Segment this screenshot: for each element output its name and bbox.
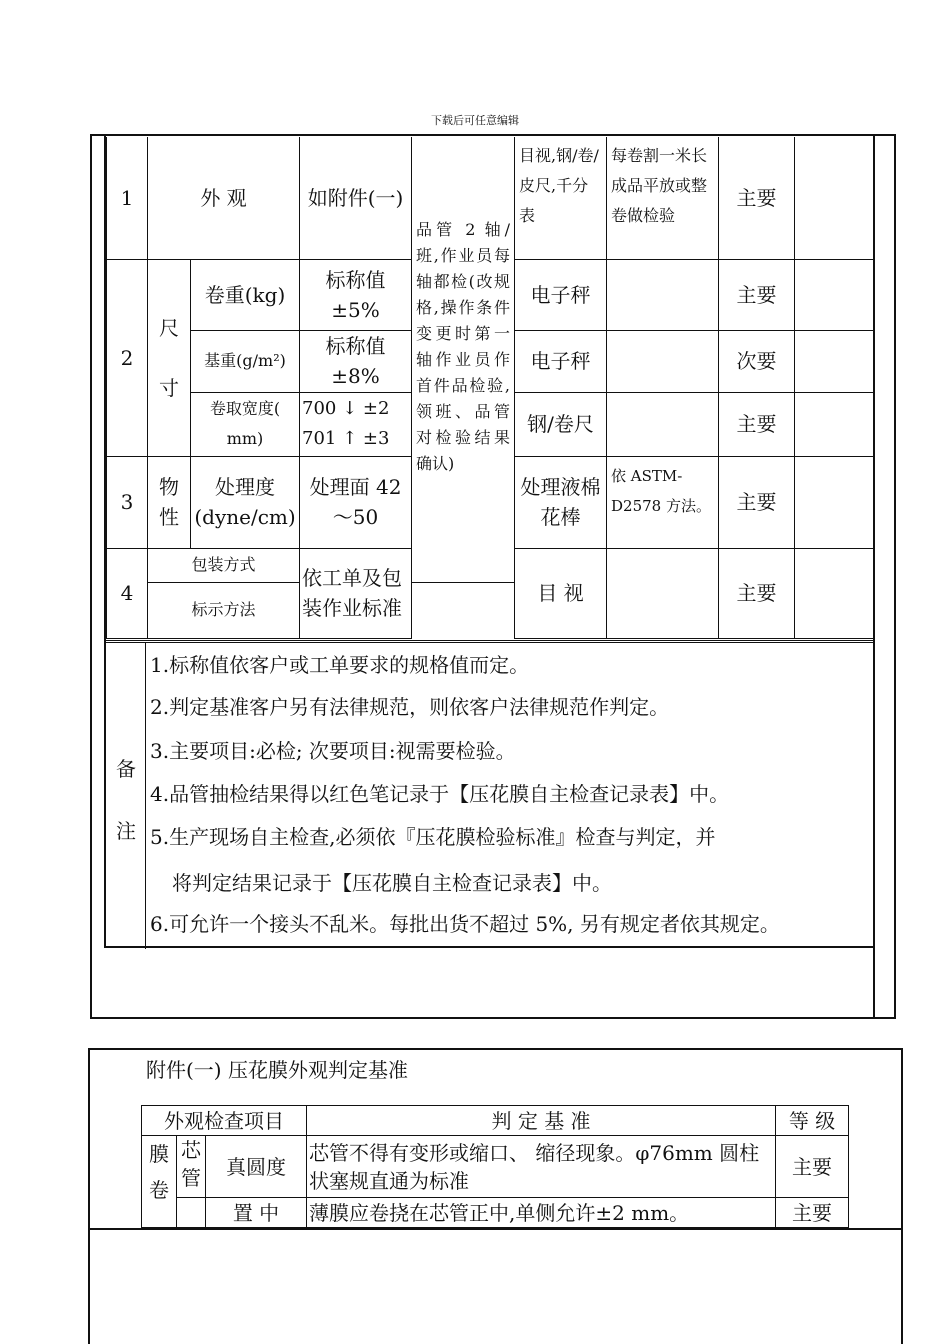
item-name: 卷重(kg) bbox=[191, 259, 300, 330]
method-cell bbox=[607, 330, 719, 392]
header-watermark: 下载后可任意编辑 bbox=[431, 114, 519, 127]
item-name: 卷取宽度( mm) bbox=[191, 392, 300, 456]
level-cell: 主要 bbox=[719, 392, 795, 456]
check-name: 真圆度 bbox=[206, 1136, 307, 1198]
row-number: 4 bbox=[107, 548, 148, 638]
frequency-cell: 品管 2 轴/班,作业员每轴都检(改规格,操作条件变更时第一轴作业员作首件品检验,领班、品管对检验结果确认) bbox=[412, 137, 515, 582]
grade-cell: 主要 bbox=[776, 1136, 849, 1198]
attachment-bottom-rule bbox=[88, 1228, 903, 1230]
header-criteria: 判 定 基 准 bbox=[307, 1106, 776, 1136]
standard-cell: 如附件(一) bbox=[300, 137, 412, 259]
category-cell: 膜卷 bbox=[142, 1136, 177, 1228]
table-row bbox=[142, 1198, 849, 1228]
notes-label bbox=[106, 643, 146, 949]
remark-cell bbox=[795, 330, 874, 392]
standard-line: 700 ↓ ±2 bbox=[302, 398, 390, 419]
standard-cell: 处理面 42～50 bbox=[300, 456, 412, 548]
check-name: 置 中 bbox=[206, 1198, 307, 1228]
standard-cell: 标称值±5% bbox=[300, 259, 412, 330]
item-name: 包装方式 bbox=[148, 548, 300, 582]
note-line: 6.可允许一个接头不乱米。每批出货不超过 5%, 另有规定者依其规定。 bbox=[150, 912, 780, 936]
notes-section bbox=[106, 640, 873, 947]
method-cell: 每卷割一米长成品平放或整卷做检验 bbox=[607, 137, 719, 259]
notes-bottom-rule bbox=[104, 946, 875, 948]
standard-cell: 标称值±8% bbox=[300, 330, 412, 392]
method-cell bbox=[607, 392, 719, 456]
level-cell: 主要 bbox=[719, 456, 795, 548]
subcategory-cell bbox=[177, 1198, 206, 1228]
note-line: 4.品管抽检结果得以红色笔记录于【压花膜自主检查记录表】中。 bbox=[150, 782, 730, 806]
group-cell: 物性 bbox=[148, 456, 191, 548]
item-name: 外 观 bbox=[148, 137, 300, 259]
appearance-criteria-table bbox=[141, 1105, 849, 1228]
inspection-table bbox=[106, 137, 874, 639]
subcategory-cell: 芯管 bbox=[177, 1136, 206, 1198]
standard-cell bbox=[300, 392, 412, 456]
note-line: 5.生产现场自主检查,必须依『压花膜检验标准』检查与判定，并 bbox=[150, 825, 716, 849]
level-cell: 主要 bbox=[719, 259, 795, 330]
table-header-row bbox=[142, 1106, 849, 1136]
row-number: 1 bbox=[107, 137, 148, 259]
table-row bbox=[142, 1136, 849, 1198]
tool-cell: 电子秤 bbox=[515, 330, 607, 392]
item-name: 基重(g/m²) bbox=[191, 330, 300, 392]
table-row bbox=[107, 137, 874, 259]
level-cell: 次要 bbox=[719, 330, 795, 392]
notes-label-char: 备 bbox=[116, 757, 136, 781]
item-name: 标示方法 bbox=[148, 582, 300, 638]
item-name: 处理度(dyne/cm) bbox=[191, 456, 300, 548]
group-cell: 尺寸 bbox=[148, 259, 191, 456]
attachment-title: 附件(一) 压花膜外观判定基准 bbox=[146, 1058, 408, 1082]
level-cell: 主要 bbox=[719, 548, 795, 638]
row-number: 3 bbox=[107, 456, 148, 548]
standard-line: 701 ↑ ±3 bbox=[302, 428, 390, 449]
remark-cell bbox=[795, 259, 874, 330]
tool-cell: 处理液棉花棒 bbox=[515, 456, 607, 548]
method-cell: 依 ASTM-D2578 方法。 bbox=[607, 456, 719, 548]
note-line: 2.判定基准客户另有法律规范，则依客户法律规范作判定。 bbox=[150, 695, 670, 719]
tool-cell: 目 视 bbox=[515, 548, 607, 638]
remark-cell bbox=[795, 456, 874, 548]
remark-cell bbox=[795, 392, 874, 456]
criteria-cell: 薄膜应卷挠在芯管正中,单侧允许±2 mm。 bbox=[307, 1198, 776, 1228]
remark-cell bbox=[795, 548, 874, 638]
row-number: 2 bbox=[107, 259, 148, 456]
standard-cell: 依工单及包装作业标准 bbox=[300, 548, 412, 638]
tool-cell: 电子秤 bbox=[515, 259, 607, 330]
remark-cell bbox=[795, 137, 874, 259]
method-cell bbox=[607, 548, 719, 638]
note-line: 1.标称值依客户或工单要求的规格值而定。 bbox=[150, 653, 530, 677]
note-line: 3.主要项目:必检; 次要项目:视需要检验。 bbox=[150, 739, 516, 763]
grade-cell: 主要 bbox=[776, 1198, 849, 1228]
method-cell bbox=[607, 259, 719, 330]
note-line: 将判定结果记录于【压花膜自主检查记录表】中。 bbox=[172, 871, 612, 895]
header-grade: 等 级 bbox=[776, 1106, 849, 1136]
tool-cell: 钢/卷尺 bbox=[515, 392, 607, 456]
notes-label-char: 注 bbox=[116, 819, 136, 843]
tool-cell: 目视,钢/卷/皮尺,千分表 bbox=[515, 137, 607, 259]
level-cell: 主要 bbox=[719, 137, 795, 259]
criteria-cell: 芯管不得有变形或缩口、 缩径现象。φ76mm 圆柱状塞规直通为标准 bbox=[307, 1136, 776, 1198]
header-item: 外观检查项目 bbox=[142, 1106, 307, 1136]
